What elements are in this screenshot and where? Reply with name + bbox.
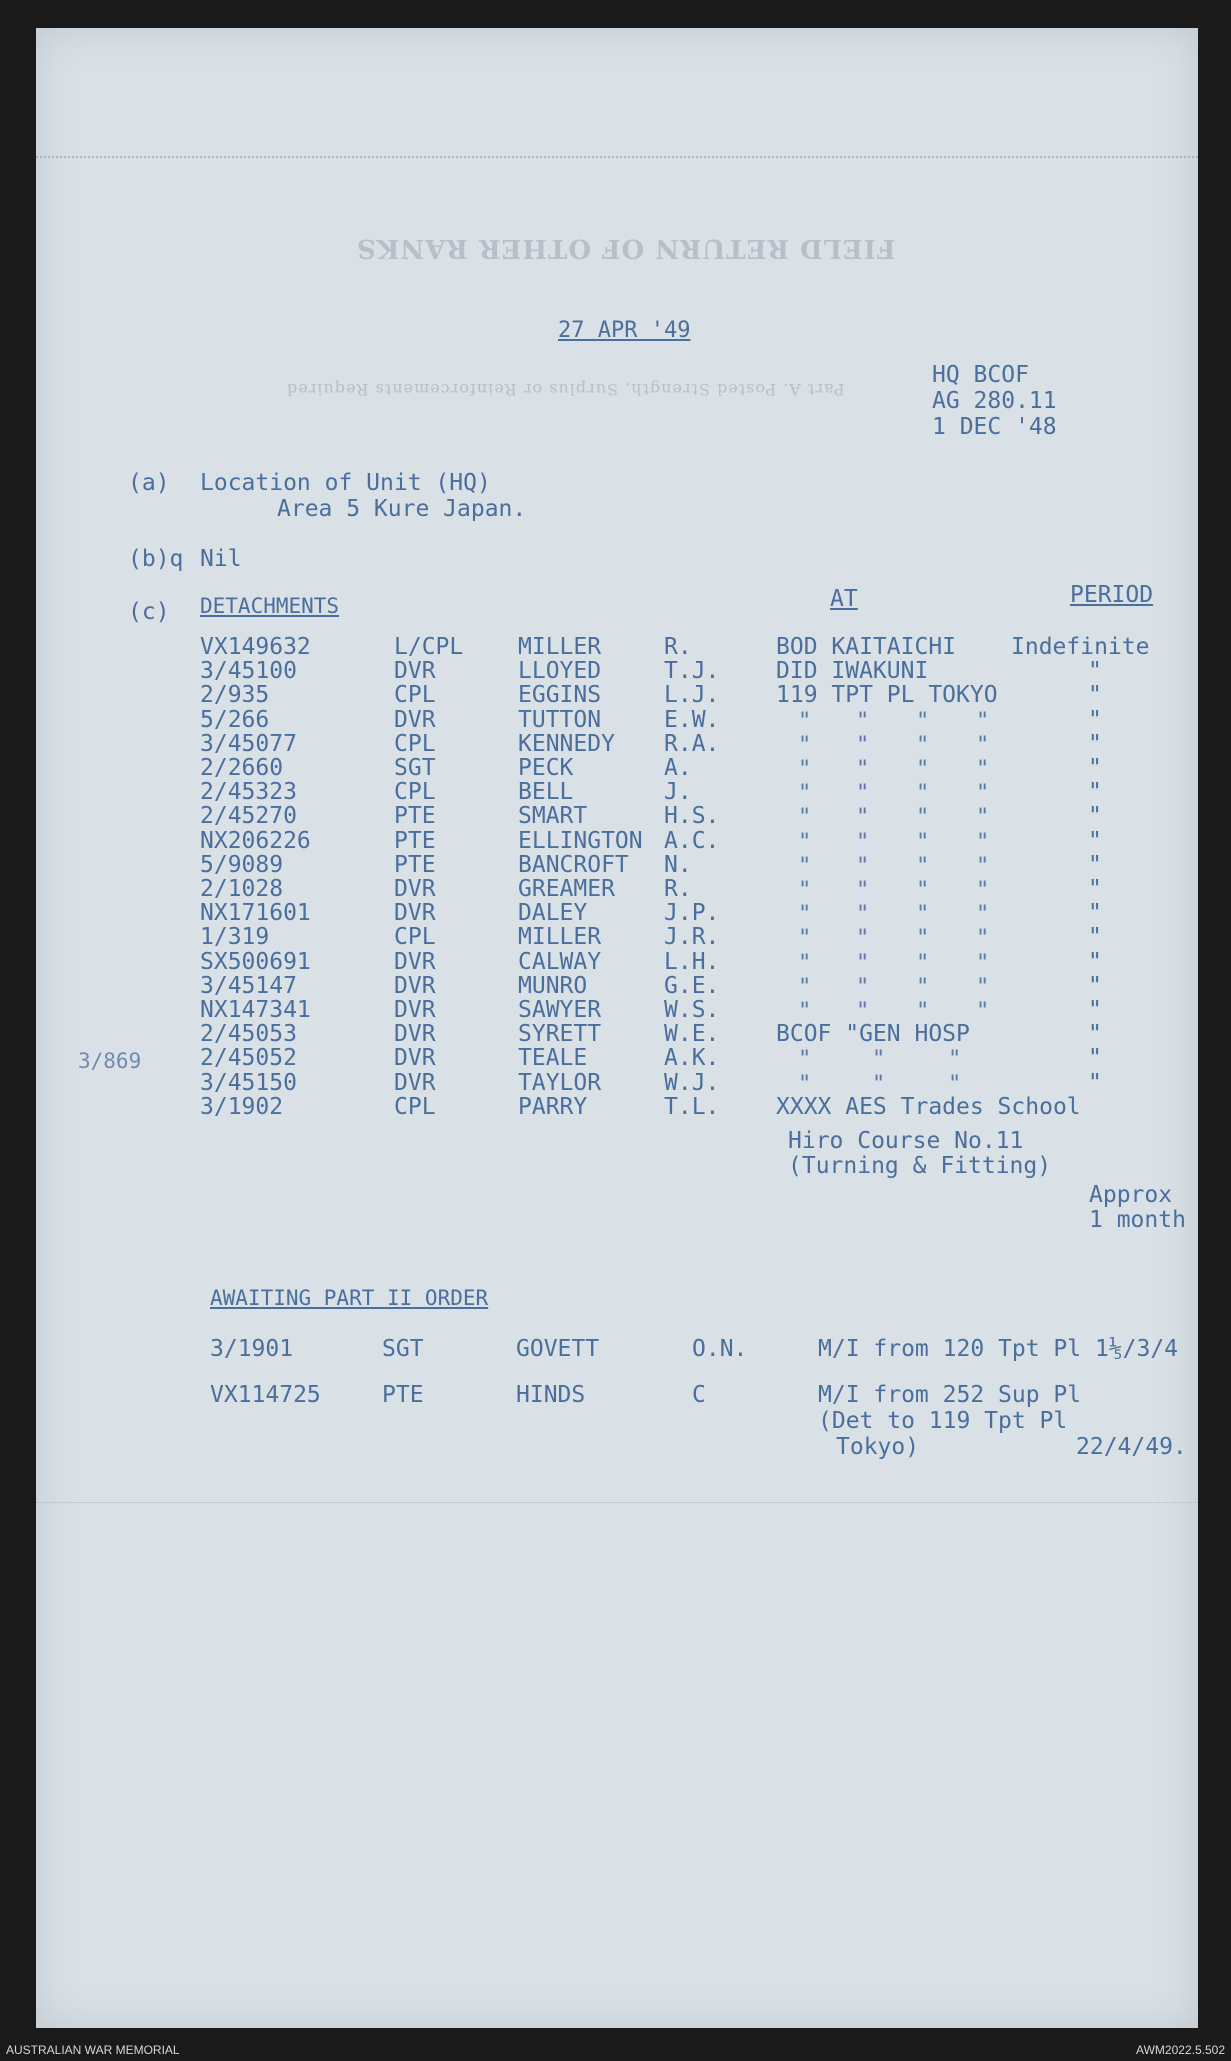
ditto-mark: "	[798, 950, 812, 976]
detachment-location: BCOF "GEN HOSP	[776, 1021, 970, 1048]
detachment-rank: DVR	[394, 997, 436, 1023]
detachment-surname: GREAMER	[518, 876, 615, 902]
awaiting-surname: GOVETT	[516, 1336, 600, 1362]
detachment-period: "	[1088, 997, 1102, 1023]
detachments-heading: DETACHMENTS	[200, 594, 340, 618]
period-heading: PERIOD	[1070, 582, 1154, 608]
ditto-mark: "	[798, 974, 812, 1000]
detachment-service-number: 2/2660	[200, 755, 284, 781]
footer-right: AWM2022.5.502	[1136, 2043, 1225, 2057]
ditto-mark: "	[856, 805, 870, 831]
section-a-text: Location of Unit (HQ)	[200, 470, 491, 496]
detachment-service-number: 3/1902	[200, 1093, 284, 1120]
detachment-surname: PARRY	[518, 1093, 588, 1120]
detachment-surname: EGGINS	[518, 682, 602, 709]
detachment-surname: PECK	[518, 755, 574, 781]
ditto-mark: "	[798, 853, 812, 879]
detachment-service-number: NX171601	[200, 900, 311, 927]
detachment-initials: J.R.	[664, 924, 720, 951]
detachment-initials: H.S.	[664, 803, 720, 830]
awaiting-surname: HINDS	[516, 1382, 586, 1408]
detachment-initials: G.E.	[664, 972, 720, 999]
detachment-service-number: NX206226	[200, 827, 311, 854]
awaiting-initials: C	[692, 1382, 706, 1408]
ditto-mark: "	[976, 732, 990, 758]
awaiting-rank: PTE	[382, 1382, 424, 1408]
detachment-rank: CPL	[394, 924, 436, 951]
detachment-surname: SAWYER	[518, 997, 602, 1023]
awaiting-heading: AWAITING PART II ORDER	[210, 1286, 489, 1310]
detachment-initials: E.W.	[664, 706, 720, 733]
detachment-surname: ELLINGTON	[518, 827, 643, 854]
detachment-surname: KENNEDY	[518, 730, 615, 757]
detachment-rank: DVR	[394, 948, 436, 975]
detachment-initials: R.	[664, 634, 692, 660]
ditto-mark: "	[916, 757, 930, 782]
ditto-mark: "	[916, 805, 930, 831]
ditto-mark: "	[856, 974, 870, 1000]
ditto-mark: "	[976, 829, 990, 855]
hinds-tokyo: Tokyo)	[836, 1434, 920, 1460]
hinds-date: 22/4/49.	[1076, 1434, 1187, 1460]
ditto-mark: "	[976, 708, 990, 734]
detachment-service-number: 2/1028	[200, 876, 284, 902]
awaiting-initials: O.N.	[692, 1336, 748, 1362]
detachment-surname: MUNRO	[518, 972, 588, 999]
detachment-service-number: 2/45053	[200, 1021, 297, 1048]
ditto-mark: "	[798, 732, 812, 758]
detachment-location: BOD KAITAICHI	[776, 634, 957, 660]
ditto-mark: "	[798, 708, 812, 734]
parry-approx: Approx	[1089, 1182, 1173, 1208]
ditto-mark: "	[976, 781, 990, 807]
detachment-rank: PTE	[394, 803, 436, 830]
detachment-service-number: VX149632	[200, 634, 311, 660]
detachment-initials: W.J.	[664, 1069, 720, 1096]
detachment-period: "	[1088, 730, 1102, 757]
detachment-period: "	[1088, 706, 1102, 733]
section-a-marker: (a)	[128, 470, 170, 496]
ditto-mark: "	[856, 829, 870, 855]
detachment-surname: SYRETT	[518, 1021, 602, 1048]
ditto-mark: "	[798, 829, 812, 855]
ditto-mark: "	[856, 878, 870, 903]
margin-note: 3/869	[78, 1049, 142, 1073]
detachment-location: DID IWAKUNI	[776, 658, 929, 685]
detachment-service-number: 1/319	[200, 924, 270, 951]
detachment-rank: L/CPL	[394, 634, 464, 660]
detachment-rank: DVR	[394, 658, 436, 685]
ditto-mark: "	[976, 757, 990, 782]
detachment-period: "	[1088, 851, 1102, 878]
detachment-surname: MILLER	[518, 634, 602, 660]
detachment-period: Indefinite	[1011, 634, 1150, 660]
detachment-rank: CPL	[394, 779, 436, 806]
date-stamp: 27 APR '49	[558, 318, 691, 343]
detachment-period: "	[1088, 658, 1102, 685]
ditto-mark: "	[856, 853, 870, 879]
ghost-title: FIELD RETURN OF OTHER RANKS	[356, 233, 896, 263]
ditto-mark: "	[798, 781, 812, 807]
detachment-rank: DVR	[394, 1045, 436, 1072]
detachment-service-number: 5/266	[200, 706, 270, 733]
detachment-surname: LLOYED	[518, 658, 602, 685]
perforation-line	[36, 156, 1198, 158]
awaiting-service-number: VX114725	[210, 1382, 321, 1408]
detachment-surname: BELL	[518, 779, 574, 806]
ditto-mark: "	[976, 878, 990, 903]
detachment-surname: TUTTON	[518, 706, 602, 733]
document-page	[36, 28, 1198, 2028]
ditto-mark: "	[798, 999, 812, 1024]
detachment-location: XXXX AES Trades School	[776, 1093, 1081, 1120]
ref-line-1: HQ BCOF	[932, 362, 1029, 388]
ditto-mark: "	[798, 926, 812, 952]
detachment-service-number: 2/45270	[200, 803, 297, 830]
ditto-mark: "	[872, 1047, 886, 1073]
ditto-mark: "	[856, 926, 870, 952]
ditto-mark: "	[916, 902, 930, 928]
detachment-period: "	[1088, 1045, 1102, 1072]
detachment-initials: R.	[664, 876, 692, 902]
parry-period: 1 month	[1089, 1207, 1186, 1233]
detachment-surname: TEALE	[518, 1045, 588, 1072]
at-heading: AT	[830, 586, 858, 612]
ditto-mark: "	[976, 974, 990, 1000]
ditto-mark: "	[976, 805, 990, 831]
detachment-rank: CPL	[394, 682, 436, 709]
ditto-mark: "	[916, 926, 930, 952]
detachment-service-number: 2/45052	[200, 1045, 297, 1072]
ref-line-2: AG 280.11	[932, 388, 1057, 414]
ditto-mark: "	[798, 902, 812, 928]
ditto-mark: "	[798, 1047, 812, 1073]
detachment-period: "	[1088, 1021, 1102, 1048]
detachment-rank: DVR	[394, 900, 436, 927]
detachment-service-number: SX500691	[200, 948, 311, 975]
detachment-rank: PTE	[394, 827, 436, 854]
ref-line-3: 1 DEC '48	[932, 414, 1057, 440]
detachment-initials: J.P.	[664, 900, 720, 927]
detachment-initials: A.C.	[664, 827, 720, 854]
detachment-initials: L.J.	[664, 682, 720, 709]
ditto-mark: "	[856, 902, 870, 928]
detachment-period: "	[1088, 900, 1102, 927]
detachment-initials: T.L.	[664, 1093, 720, 1120]
section-c-marker: (c)	[128, 599, 170, 625]
detachment-service-number: 5/9089	[200, 851, 284, 878]
ditto-mark: "	[856, 950, 870, 976]
detachment-rank: SGT	[394, 755, 436, 781]
detachment-surname: SMART	[518, 803, 588, 830]
detachment-surname: MILLER	[518, 924, 602, 951]
fold-line	[36, 1502, 1198, 1503]
footer-left: AUSTRALIAN WAR MEMORIAL	[6, 2043, 180, 2057]
detachment-service-number: 3/45077	[200, 730, 297, 757]
parry-course: Hiro Course No.11	[788, 1128, 1024, 1154]
ditto-mark: "	[916, 829, 930, 855]
detachment-period: "	[1088, 1069, 1102, 1096]
ditto-mark: "	[916, 732, 930, 758]
awaiting-service-number: 3/1901	[210, 1336, 294, 1362]
ditto-mark: "	[798, 805, 812, 831]
detachment-initials: L.H.	[664, 948, 720, 975]
detachment-rank: CPL	[394, 730, 436, 757]
parry-trade: (Turning & Fitting)	[788, 1153, 1052, 1179]
ditto-mark: "	[916, 708, 930, 734]
detachment-initials: T.J.	[664, 658, 720, 685]
ditto-mark: "	[798, 757, 812, 782]
section-b-marker: (b)q	[128, 546, 184, 572]
detachment-service-number: 3/45100	[200, 658, 297, 685]
detachment-rank: DVR	[394, 1069, 436, 1096]
section-b-text: Nil	[200, 546, 242, 572]
ditto-mark: "	[798, 878, 812, 903]
ditto-mark: "	[916, 853, 930, 879]
detachment-initials: W.S.	[664, 997, 720, 1023]
ditto-mark: "	[856, 732, 870, 758]
detachment-surname: DALEY	[518, 900, 588, 927]
detachment-period: "	[1088, 803, 1102, 830]
ditto-mark: "	[856, 781, 870, 807]
detachment-service-number: 2/935	[200, 682, 270, 709]
detachment-surname: CALWAY	[518, 948, 602, 975]
detachment-initials: N.	[664, 851, 692, 878]
detachment-period: "	[1088, 972, 1102, 999]
detachment-rank: DVR	[394, 876, 436, 902]
awaiting-note: M/I from 120 Tpt Pl 1⅕/3/4	[818, 1336, 1179, 1362]
detachment-rank: DVR	[394, 1021, 436, 1048]
detachment-rank: DVR	[394, 706, 436, 733]
ditto-mark: "	[976, 926, 990, 952]
detachment-initials: A.	[664, 755, 692, 781]
awaiting-note: M/I from 252 Sup Pl	[818, 1382, 1082, 1408]
detachment-service-number: 3/45150	[200, 1069, 297, 1096]
ditto-mark: "	[976, 902, 990, 928]
section-a-sub: Area 5 Kure Japan.	[277, 496, 527, 522]
detachment-surname: TAYLOR	[518, 1069, 602, 1096]
detachment-period: "	[1088, 682, 1102, 709]
ditto-mark: "	[916, 999, 930, 1024]
ditto-mark: "	[916, 878, 930, 903]
ditto-mark: "	[798, 1071, 812, 1097]
ghost-line: Part A. Posted Strength, Surplus or Reinforcements Required	[286, 380, 845, 399]
ditto-mark: "	[856, 708, 870, 734]
detachment-period: "	[1088, 924, 1102, 951]
detachment-period: "	[1088, 948, 1102, 975]
detachment-period: "	[1088, 755, 1102, 781]
detachment-period: "	[1088, 779, 1102, 806]
ditto-mark: "	[856, 757, 870, 782]
detachment-initials: R.A.	[664, 730, 720, 757]
detachment-rank: DVR	[394, 972, 436, 999]
detachment-surname: BANCROFT	[518, 851, 629, 878]
ditto-mark: "	[976, 853, 990, 879]
hinds-det: (Det to 119 Tpt Pl	[818, 1408, 1068, 1434]
detachment-service-number: 2/45323	[200, 779, 297, 806]
ditto-mark: "	[916, 781, 930, 807]
ditto-mark: "	[948, 1071, 962, 1097]
ditto-mark: "	[856, 999, 870, 1024]
detachment-location: 119 TPT PL TOKYO	[776, 682, 998, 709]
detachment-service-number: NX147341	[200, 997, 311, 1023]
detachment-period: "	[1088, 876, 1102, 902]
detachment-service-number: 3/45147	[200, 972, 297, 999]
ditto-mark: "	[948, 1047, 962, 1073]
ditto-mark: "	[976, 950, 990, 976]
detachment-rank: PTE	[394, 851, 436, 878]
detachment-initials: A.K.	[664, 1045, 720, 1072]
detachment-rank: CPL	[394, 1093, 436, 1120]
ditto-mark: "	[976, 999, 990, 1024]
ditto-mark: "	[872, 1071, 886, 1097]
detachment-initials: J.	[664, 779, 692, 806]
ditto-mark: "	[916, 974, 930, 1000]
awaiting-rank: SGT	[382, 1336, 424, 1362]
detachment-initials: W.E.	[664, 1021, 720, 1048]
ditto-mark: "	[916, 950, 930, 976]
detachment-period: "	[1088, 827, 1102, 854]
